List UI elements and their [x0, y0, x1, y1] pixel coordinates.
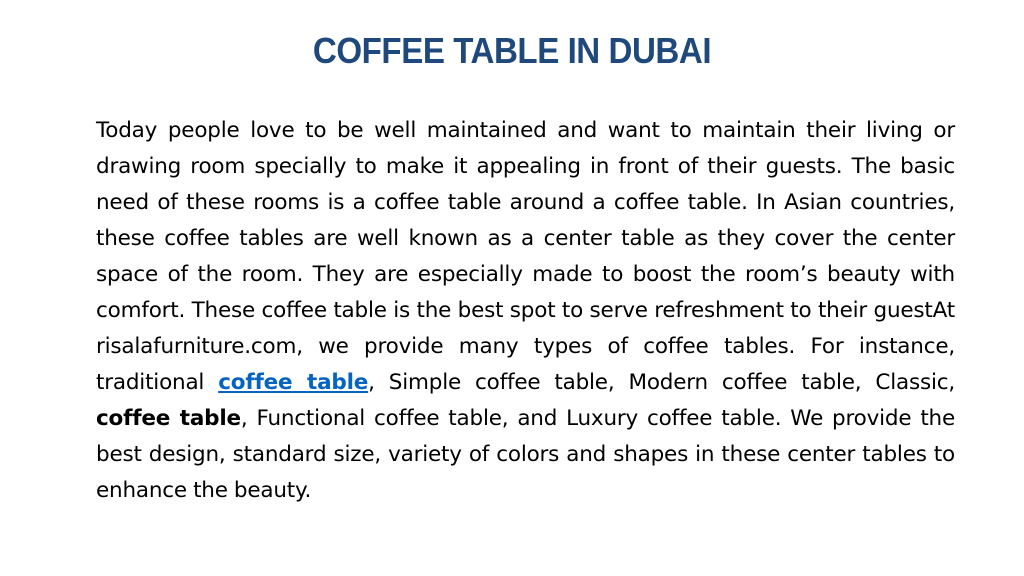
body-paragraph: [96, 113, 955, 509]
bold-coffee-table-text: coffee table: [96, 406, 241, 431]
coffee-table-link[interactable]: coffee table: [218, 370, 369, 395]
paragraph-text-part2: , Simple coffee table, Modern coffee table, Classic,: [368, 370, 955, 395]
paragraph-text-part3: , Functional coffee table, and Luxury coffee table. We provide the best design, standard size, variety of colors and shapes in these center tables to enhance the beauty.: [96, 406, 955, 503]
slide-title: COFFEE TABLE IN DUBAI: [312, 30, 712, 71]
paragraph-text-part1: Today people love to be well maintained and want to maintain their living or drawing room specially to make it appealing in front of their guests. The basic need of these rooms is a coffee table around a coffee table. In Asian countries, these coffee tables are well known as a center table as they cover the center space of the room. They are especially made to boost the room’s beauty with comfort. These coffee table is the best spot to serve refreshment to their guestAt risalafurniture.com, we provide many types of coffee tables. For instance, traditional: [96, 118, 955, 395]
